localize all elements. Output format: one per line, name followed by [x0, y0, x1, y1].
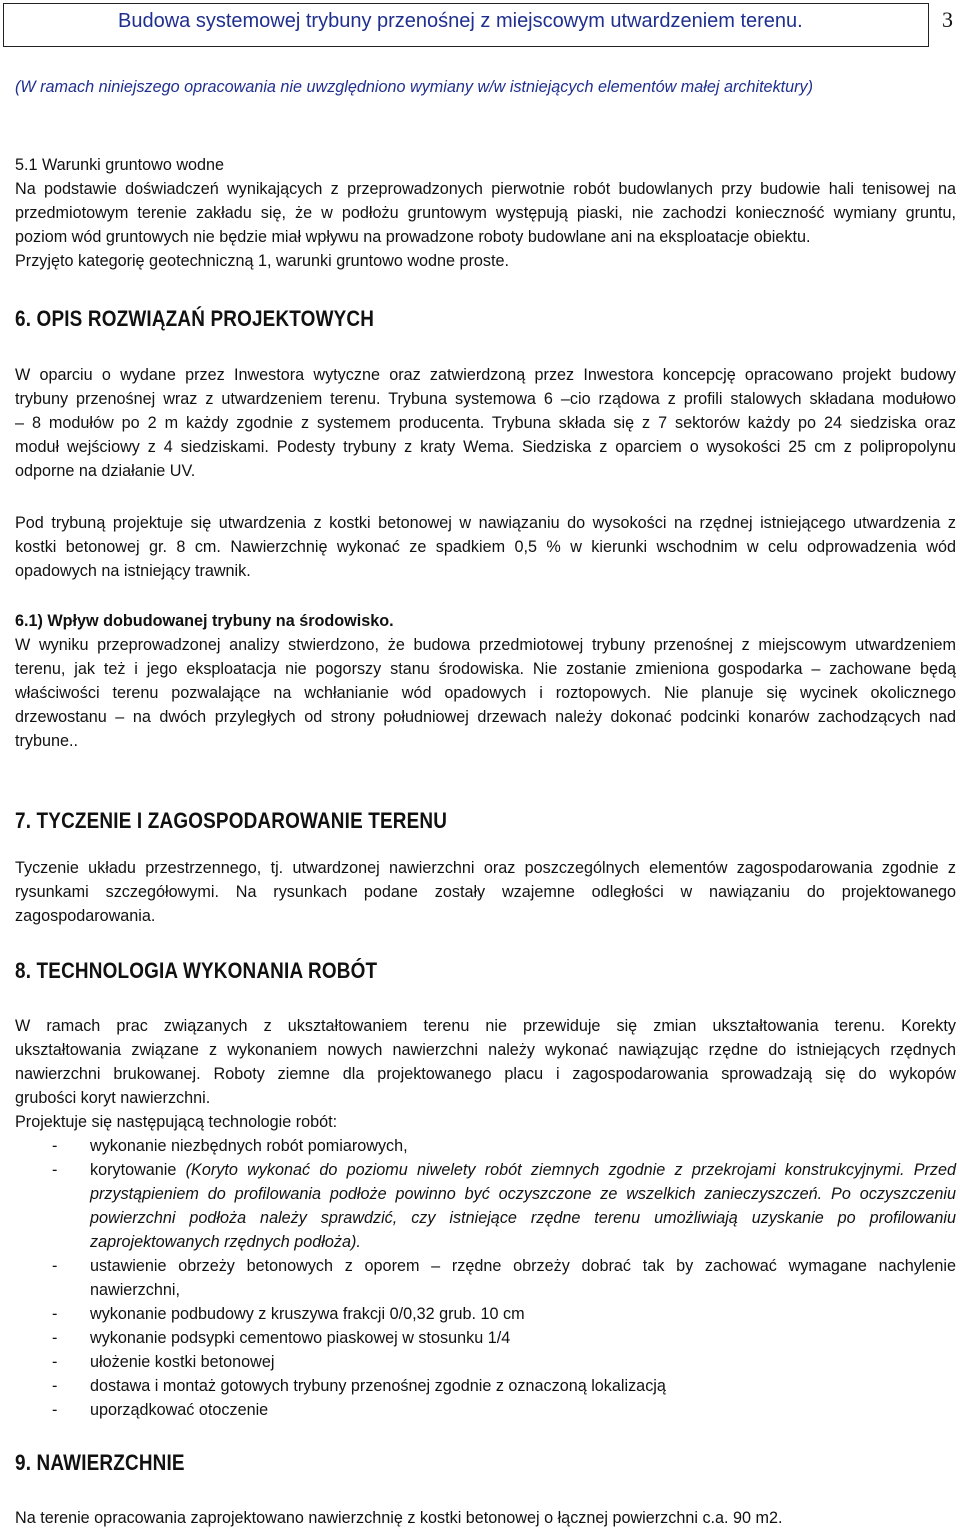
paragraph-line: W oparciu o wydane przez Inwestora wytyczne oraz zatwierdzoną przez Inwestora koncepcję opracowano projekt budowy [15, 366, 956, 384]
paragraph-line: kostki betonowej gr. 8 cm. Nawierzchnię wykonać ze spadkiem 0,5 % w kierunki wschodnim w celu odprowadzenia wód [15, 538, 956, 556]
paragraph-line: Przyjęto kategorię geotechniczną 1, warunki gruntowo wodne proste. [15, 252, 510, 270]
paragraph-line: nawierzchni brukowanej. Roboty ziemne dla projektowanego placu i zagospodarowania sprowadzają się do wykopów [15, 1065, 956, 1083]
dash-bullet: - [52, 1257, 58, 1275]
dash-bullet: - [52, 1329, 58, 1347]
section-7-heading: 7. TYCZENIE I ZAGOSPODAROWANIE TERENU [15, 808, 448, 833]
list-item-text: dostawa i montaż gotowych trybuny przenośnej zgodnie z oznaczoną lokalizacją [90, 1377, 666, 1395]
list-item-line: przystąpieniem do profilowania podłoże powinno być oczyszczone ze wszelkich zanieczyszczeń. Po oczyszczeniu [90, 1185, 956, 1203]
list-item-text: wykonanie niezbędnych robót pomiarowych, [90, 1137, 408, 1155]
list-item [52, 1326, 956, 1350]
list-item-text [90, 1158, 956, 1254]
section-9-paragraph [15, 1506, 956, 1530]
document-title: Budowa systemowej trybuny przenośnej z miejscowym utwardzeniem terenu. [118, 10, 803, 32]
list-item-text: ułożenie kostki betonowej [90, 1353, 275, 1371]
section-6-paragraph-2 [15, 511, 956, 583]
list-item-line: zaprojektowanych rzędnych podłoża). [90, 1233, 361, 1251]
list-item [52, 1158, 956, 1254]
section-7-paragraph [15, 856, 956, 928]
list-item [52, 1254, 956, 1302]
list-item [52, 1302, 956, 1326]
paragraph-line: moduł wejściowy z 4 siedziskami. Podesty trybuny z kraty Wema. Siedziska z oparciem o wysokości 25 cm z polipropolynu [15, 438, 956, 456]
list-item-text: wykonanie podbudowy z kruszywa frakcji 0/0,32 grub. 10 cm [90, 1305, 525, 1323]
section-9-heading: 9. NAWIERZCHNIE [15, 1450, 185, 1475]
section-6-heading: 6. OPIS ROZWIĄZAŃ PROJEKTOWYCH [15, 306, 375, 331]
paragraph-line: zagospodarowania. [15, 907, 156, 925]
list-item-lead: korytowanie [90, 1161, 186, 1179]
page-number: 3 [942, 7, 953, 32]
paragraph-line: drzewostanu – na dwóch przyległych od strony południowej drzewach należy dokonać podcinki konarów zachodzących nad [15, 708, 956, 726]
paragraph-line: rysunkami szczegółowymi. Na rysunkach podane zostały wzajemne odległości w nawiązaniu do projektowanego [15, 883, 956, 901]
list-item-line: ustawienie obrzeży betonowych z oporem – rzędne obrzeży dobrać tak by zachować wymagane nachylenie [90, 1257, 956, 1275]
list-intro: Projektuje się następującą technologie robót: [15, 1113, 338, 1131]
paragraph-line: Na terenie opracowania zaprojektowano nawierzchnię z kostki betonowej o łącznej powierzchni c.a. 90 m2. [15, 1509, 783, 1527]
paragraph-line: poziom wód gruntowych nie będzie miał wpływu na prowadzone roboty budowlane ani na eksploatacje obiektu. [15, 228, 811, 246]
paragraph-line: W ramach prac związanych z ukształtowaniem terenu nie przewiduje się zmian ukształtowania terenu. Korekty [15, 1017, 956, 1035]
list-item [52, 1374, 956, 1398]
paragraph-line: Tyczenie układu przestrzennego, tj. utwardzonej nawierzchni oraz poszczególnych elementów zagospodarowania zgodnie z [15, 859, 956, 877]
paragraph-line: W wyniku przeprowadzonej analizy stwierdzono, że budowa przedmiotowej trybuny przenośnej z miejscowym utwardzeniem [15, 636, 956, 654]
paragraph-line: – 8 modułów po 2 m każdy zgodnie z systemem producenta. Trybuna składa się z 7 sektorów każdy po 24 siedziska oraz [15, 414, 956, 432]
section-5-1-heading: 5.1 Warunki gruntowo wodne [15, 156, 225, 174]
paragraph-line: grubości koryt nawierzchni. [15, 1089, 211, 1107]
dash-bullet: - [52, 1377, 58, 1395]
paragraph-line: terenu, jak też i jego eksploatacja nie pogorszy stanu środowiska. Nie zostanie zmieniona gospodarka – zachowane będą [15, 660, 956, 678]
list-item-line [90, 1158, 956, 1182]
paragraph-line: Na podstawie doświadczeń wynikających z przeprowadzonych pierwotnie robót budowlanych przy budowie hali tenisowej na [15, 180, 956, 198]
section-6-1-heading: 6.1) Wpływ dobudowanej trybuny na środowisko. [15, 612, 394, 630]
paragraph-line: ukształtowania związane z wykonaniem nowych nawierzchni należy wykonać nawiązując rzędne do istniejących rzędnych [15, 1041, 956, 1059]
dash-bullet: - [52, 1305, 58, 1323]
paragraph-line: trybune.. [15, 732, 78, 750]
section-6-paragraph-1 [15, 363, 956, 483]
paragraph-line: Pod trybuną projektuje się utwardzenia z kostki betonowej w nawiązaniu do wysokości na rzędnej istniejącego utwardzenia z [15, 514, 956, 532]
list-item-text: wykonanie podsypki cementowo piaskowej w stosunku 1/4 [90, 1329, 511, 1347]
list-item-text: uporządkować otoczenie [90, 1401, 269, 1419]
list-item-italic: (Koryto wykonać do poziomu niwelety robót ziemnych zgodnie z przekrojami konstrukcyjnymi. Przed [185, 1161, 956, 1179]
section-8-heading: 8. TECHNOLOGIA WYKONANIA ROBÓT [15, 958, 378, 983]
section-5-1 [15, 153, 956, 273]
dash-bullet: - [52, 1353, 58, 1371]
list-item [52, 1134, 956, 1158]
paragraph-line: przedmiotowym terenie zakładu się, że w podłożu gruntowym występują piaski, nie zachodzi konieczność wymiany gruntu, [15, 204, 956, 222]
section-6-1 [15, 609, 956, 753]
dash-bullet: - [52, 1161, 58, 1179]
paragraph-line: właściwości terenu pozwalające na wchłanianie wód opadowych i roztopowych. Nie planuje się wycinek okolicznego [15, 684, 956, 702]
paragraph-line: odporne na działanie UV. [15, 462, 196, 480]
dash-bullet: - [52, 1137, 58, 1155]
list-item-text [90, 1254, 956, 1302]
list-item-line: powierzchni podłoża należy sprawdzić, czy istniejące rzędne terenu umożliwiają uzyskanie po profilowaniu [90, 1209, 956, 1227]
paragraph-line: trybuny przenośnej wraz z utwardzeniem terenu. Trybuna systemowa 6 –cio rządowa z profili stalowych składana modułowo [15, 390, 956, 408]
list-item [52, 1350, 956, 1374]
dash-bullet: - [52, 1401, 58, 1419]
list-item-line: nawierzchni, [90, 1281, 180, 1299]
section-8-paragraph [15, 1014, 956, 1134]
paragraph-line: opadowych na istniejący trawnik. [15, 562, 251, 580]
scope-note: (W ramach niniejszego opracowania nie uwzględniono wymiany w/w istniejących elementów małej architektury) [15, 78, 814, 96]
list-item [52, 1398, 956, 1422]
